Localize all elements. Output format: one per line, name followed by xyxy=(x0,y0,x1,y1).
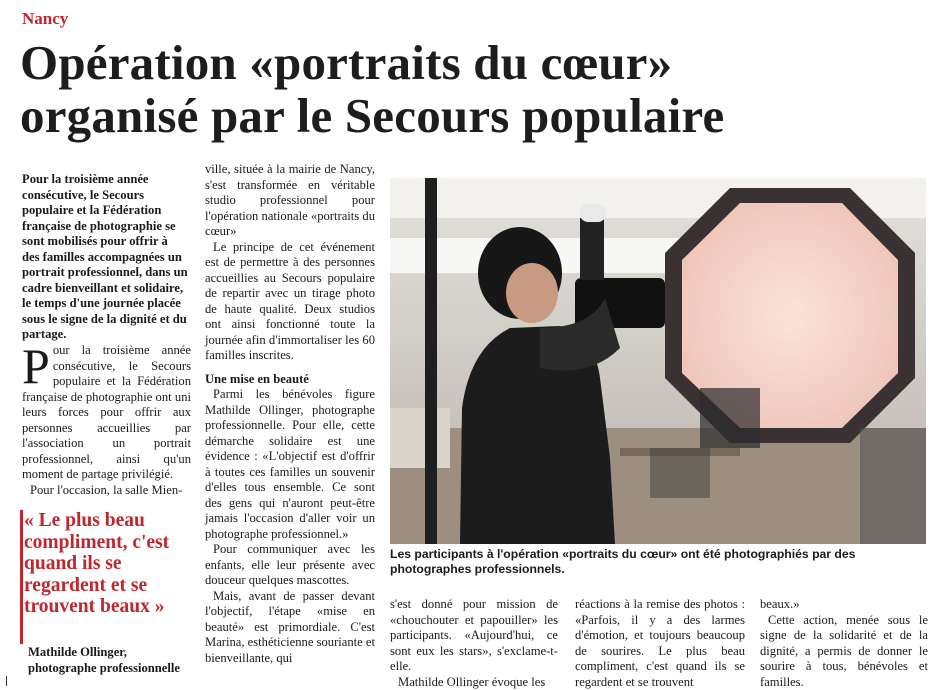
drop-cap: P xyxy=(22,345,50,387)
paragraph: Mais, avant de passer devant l'objectif, l'étape «mise en beauté» est primordiale. C'est Marina, esthéticienne souriante et bienveillante, qui xyxy=(205,589,375,667)
paragraph: Le principe de cet événement est de permettre à des personnes accueillies au Secours populaire de repartir avec un tirage photo de haute qualité. Deux studios ont ainsi fonctionné toute la journée afin d'immortaliser les 60 familles inscrites. xyxy=(205,240,375,364)
headline xyxy=(20,36,930,142)
paragraph xyxy=(22,343,191,483)
article-column-1 xyxy=(22,343,191,498)
photo-caption: Les participants à l'opération «portraits du cœur» ont été photographiés par des photographes professionnels. xyxy=(390,547,926,577)
article-lead: Pour la troisième année consécutive, le Secours populaire et la Fédération française de photographie se sont mobilisés pour offrir à des familles accompagnées un portrait professionnel, dans un cadre bienveillant et solidaire, le temps d'une journée placée sous le signe de la dignité et du partage. xyxy=(22,172,188,343)
page-margin-mark xyxy=(6,676,7,686)
headline-line-1: Opération «portraits du cœur» xyxy=(20,36,930,89)
quote-bar xyxy=(20,510,23,644)
paragraph: Pour communiquer avec les enfants, elle leur présente avec douceur quelques mascottes. xyxy=(205,542,375,589)
headline-line-2: organisé par le Secours populaire xyxy=(20,89,930,142)
paragraph: ville, située à la mairie de Nancy, s'est transformée en véritable studio professionnel pour l'opération nationale «portraits du cœur» xyxy=(205,162,375,240)
subheading: Une mise en beauté xyxy=(205,372,375,388)
paragraph: Pour l'occasion, la salle Mien- xyxy=(22,483,191,499)
pull-quote: « Le plus beau compliment, c'est quand ils se regardent et se trouvent beaux » xyxy=(24,510,194,618)
article-column-3 xyxy=(390,597,558,690)
article-photo xyxy=(390,178,926,544)
pull-quote-author: Mathilde Ollinger, photographe professionnelle xyxy=(28,645,194,676)
paragraph: Parmi les bénévoles figure Mathilde Ollinger, photographe professionnelle. Pour elle, cette démarche solidaire est une évidence : «L'objectif est d'offrir à toutes ces familles un souvenir d'elles tous ensemble. Ce sont des gens qui n'auront peut-être jamais l'occasion d'aller voir un photographe professionnel.» xyxy=(205,387,375,542)
paragraph: Cette action, menée sous le signe de la solidarité et de la dignité, a permis de donner le sourire à tous, bénévoles et familles. xyxy=(760,613,928,690)
article-column-2 xyxy=(205,162,375,666)
section-kicker: Nancy xyxy=(22,9,68,29)
article-column-4 xyxy=(575,597,745,690)
paragraph: Mathilde Ollinger évoque les xyxy=(390,675,558,690)
paragraph: réactions à la remise des photos : «Parfois, il y a des larmes d'émotion, et toujours beaucoup de sourires. Le plus beau compliment, c'est quand ils se regardent et se trouvent xyxy=(575,597,745,690)
photo-illustration xyxy=(390,178,926,544)
paragraph: s'est donné pour mission de «chouchouter et papouiller» les participants. «Aujourd'hui, ce sont eux les stars», s'exclame-t-elle. xyxy=(390,597,558,675)
article-column-5 xyxy=(760,597,928,690)
paragraph: beaux.» xyxy=(760,597,928,613)
paragraph-text: our la troisième année consécutive, le Secours populaire et la Fédération française de photographie ont uni leurs forces pour offrir aux personnes accueillies par l'association un portrait professionnel, ainsi qu'un moment de partage privilégié. xyxy=(22,343,191,481)
